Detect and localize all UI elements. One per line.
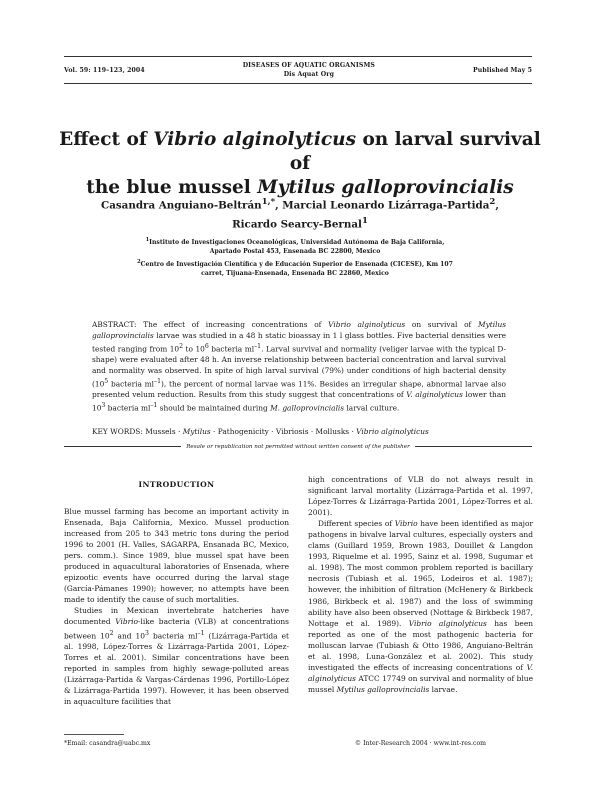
volume-info: Vol. 59: 119–123, 2004 [64,66,145,74]
author-name: Casandra Anguiano-Beltrán [101,199,262,212]
journal-header [64,56,532,84]
affiliation-1 [130,236,460,256]
keywords: KEY WORDS: Mussels · Mytilus · Pathogenicity · Vibriosis · Mollusks · Vibrio alginolyticus [92,427,429,436]
author-name: , Marcial Leonardo Lizárraga-Partida [275,199,490,212]
journal-name: DISEASES OF AQUATIC ORGANISMS [242,62,375,69]
author-sup: 1 [361,216,368,227]
corresponding-email: *Email: casandra@uabc.mx [64,740,151,747]
author-list [60,194,540,233]
title-species: Mytilus galloprovincialis [257,177,514,198]
body-column-right [308,474,533,695]
affiliation-text: Instituto de Investigaciones Oceanológicas, Universidad Autónoma de Baja California, Apartado Postal 453, Ensenada BC 22800, Mexico [149,239,445,256]
republication-notice [64,444,532,450]
author-name: Ricardo Searcy-Bernal [232,218,362,231]
section-heading-introduction: INTRODUCTION [138,480,215,489]
title-part: Effect of [59,129,154,150]
title-part: on larval survival of [289,129,541,174]
publication-date: Published May 5 [472,66,532,74]
paragraph: Studies in Mexican invertebrate hatcheries have documented Vibrio-like bacteria (VLB) at concentrations between $10^2$ and $10^3$ bacteria $ml^{-1}$ (Lizárraga-Partida et al. 1998, López-Torres & Lizárraga-Partida 2001, López-Torres et al. 2001). Similar concentrations have been reported in samples from highly sewage-polluted areas (Lizárraga-Partida & Vargas-Cárdenas 1996, Portillo-López & Lizárraga-Partida 1997). However, it has been observed in aquaculture facilities that [64,606,289,707]
author-sup: 1,* [261,197,276,207]
copyright-notice: © Inter-Research 2004 · www.int-res.com [354,740,487,747]
paragraph: Blue mussel farming has become an important activity in Ensenada, Baja California, Mexico. Mussel production increased from 205 to 343 metric tons during the period 1996 to 2001 (H. Valles, SAGARPA, Ensanada BC, Mexico, pers. comm.). Since 1989, blue mussel spat have been produced in aquacultural laboratories of Ensenada, where epizootic events have occurred during the larval stage (García-Pámanes 1990); however, no attempts have been made to identify the cause of such mortalities. [64,507,289,605]
keywords-label: KEY WORDS: [92,427,143,436]
affiliation-sup: 2 [137,259,141,265]
affiliation-sup: 1 [145,237,150,243]
affiliation-2 [130,258,460,278]
journal-abbrev: Dis Aquat Org [283,71,334,78]
body-column-left [64,506,289,707]
title-part: the blue mussel [86,177,258,198]
author-sup: 2 [489,197,496,207]
footnote-rule [64,734,124,735]
affiliation-text: Centro de Investigación Científica y de Educación Superior de Ensenada (CICESE), Km 107 carret, Tijuana-Ensenada, Ensenada BC 22860, Mexico [140,261,453,278]
notice-text: Resale or republication not permitted without written consent of the publisher [181,444,415,450]
journal-name-block [243,61,375,79]
title-species: Vibrio alginolyticus [153,129,357,150]
abstract: ABSTRACT: The effect of increasing concentrations of Vibrio alginolyticus on survival of Mytilus galloprovincialis larvae was studied in a 48 h static bioassay in 1 l glass bottles. Five bacterial densities were tested ranging from $10^2$ to $10^6$ bacteria $ml^{-1}$. Larval survival and normality (veliger larvae with the typical D-shape) were evaluated after 48 h. An inverse relationship between bacterial concentration and larval survival and normality was observed. In spite of high larval survival (79%) under conditions of high bacterial density ($10^5$ bacteria $ml^{-1}$), the percent of normal larvae was 11%. Besides an irregular shape, abnormal larvae also presented velum reduction. Results from this study suggest that concentrations of V. alginolyticus lower than $10^3$ bacteria $ml^{-1}$ should be maintained during M. galloprovincialis larval culture. [92,320,506,413]
author-separator: , [495,199,499,212]
paragraph: Different species of Vibrio have been identified as major pathogens in bivalve larval cultures, especially oysters and clams (Guillard 1959, Brown 1983, Douillet & Langdon 1993, Riquelme et al. 1995, Sainz et al. 1998, Sugumar et al. 1998). The most common problem reported is bacillary necrosis (Tubiash et al. 1965, Lodeiros et al. 1987); however, the inhibition of filtration (McHenery & Birkbeck 1986, Birkbeck et al. 1987) and the loss of swimming ability have also been observed (Nottage & Birkbeck 1987, Nottage et al. 1989). Vibrio alginolyticus has been reported as one of the most pathogenic bacteria for molluscan larvae (Tubiash & Otto 1986, Anguiano-Beltrán et al. 1998, Luna-González et al. 2002). This study investigated the effects of increasing concentrations of V. alginolyticus ATCC 17749 on survival and normality of blue mussel Mytilus galloprovincialis larvae. [308,519,534,694]
paragraph: high concentrations of VLB do not always result in significant larval mortality (Lizárraga-Partida et al. 1997, López-Torres & Lizárraga-Partida 2001, López-Torres et al. 2001). [308,475,533,518]
paper-title [50,128,550,200]
